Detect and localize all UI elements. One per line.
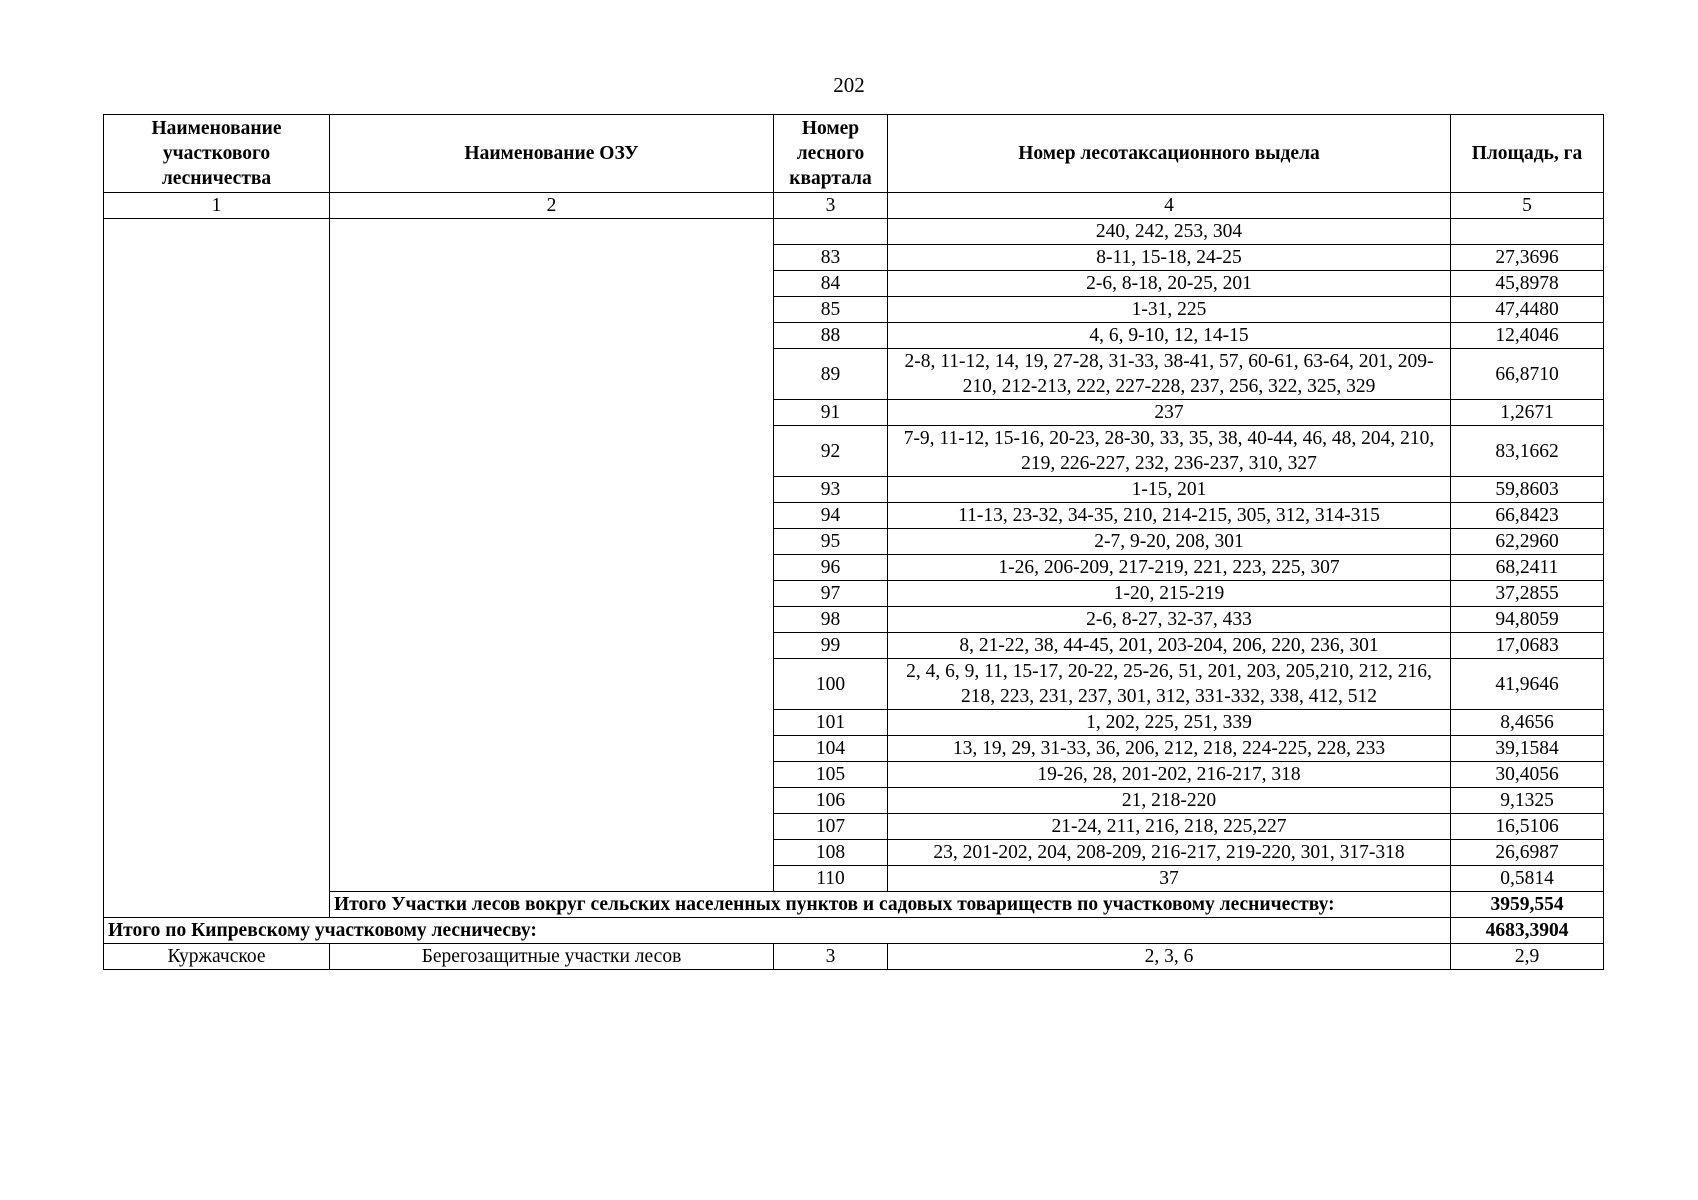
plots-cell: 2-6, 8-18, 20-25, 201 xyxy=(888,271,1451,297)
area-cell: 0,5814 xyxy=(1451,866,1604,892)
header-area: Площадь, га xyxy=(1451,115,1604,193)
quarter-cell: 107 xyxy=(774,814,888,840)
area-cell: 94,8059 xyxy=(1451,607,1604,633)
plots-cell: 237 xyxy=(888,400,1451,426)
quarter-cell: 104 xyxy=(774,736,888,762)
plots-cell: 13, 19, 29, 31-33, 36, 206, 212, 218, 224-225, 228, 233 xyxy=(888,736,1451,762)
plots-cell: 8-11, 15-18, 24-25 xyxy=(888,245,1451,271)
forestry-cell: Куржачское xyxy=(104,944,330,970)
plots-cell: 2-6, 8-27, 32-37, 433 xyxy=(888,607,1451,633)
plots-cell: 8, 21-22, 38, 44-45, 201, 203-204, 206, 220, 236, 301 xyxy=(888,633,1451,659)
quarter-cell: 97 xyxy=(774,581,888,607)
area-cell: 30,4056 xyxy=(1451,762,1604,788)
area-cell: 47,4480 xyxy=(1451,297,1604,323)
quarter-cell: 99 xyxy=(774,633,888,659)
subtotal-area: 3959,554 xyxy=(1451,892,1604,918)
forestry-cell-empty xyxy=(104,219,330,918)
area-cell: 66,8423 xyxy=(1451,503,1604,529)
area-cell: 59,8603 xyxy=(1451,477,1604,503)
plots-cell: 1-15, 201 xyxy=(888,477,1451,503)
header-ozu-name: Наименование ОЗУ xyxy=(330,115,774,193)
area-cell: 41,9646 xyxy=(1451,659,1604,710)
column-number-row xyxy=(104,193,1604,219)
quarter-cell: 108 xyxy=(774,840,888,866)
area-cell: 16,5106 xyxy=(1451,814,1604,840)
area-cell: 9,1325 xyxy=(1451,788,1604,814)
area-cell: 66,8710 xyxy=(1451,349,1604,400)
quarter-cell: 94 xyxy=(774,503,888,529)
total-area: 4683,3904 xyxy=(1451,918,1604,944)
table-body xyxy=(104,219,1604,970)
column-number: 4 xyxy=(888,193,1451,219)
header-forestry-name: Наименование участкового лесничества xyxy=(104,115,330,193)
plots-cell: 4, 6, 9-10, 12, 14-15 xyxy=(888,323,1451,349)
header-quarter-number: Номер лесного квартала xyxy=(774,115,888,193)
column-number: 2 xyxy=(330,193,774,219)
quarter-cell: 93 xyxy=(774,477,888,503)
plots-cell: 1-31, 225 xyxy=(888,297,1451,323)
area-cell: 37,2855 xyxy=(1451,581,1604,607)
plots-cell: 1-20, 215-219 xyxy=(888,581,1451,607)
forest-plots-table xyxy=(103,114,1604,970)
column-number: 1 xyxy=(104,193,330,219)
quarter-cell: 105 xyxy=(774,762,888,788)
quarter-cell: 98 xyxy=(774,607,888,633)
plots-cell: 21-24, 211, 216, 218, 225,227 xyxy=(888,814,1451,840)
quarter-cell: 101 xyxy=(774,710,888,736)
quarter-cell: 84 xyxy=(774,271,888,297)
quarter-cell: 85 xyxy=(774,297,888,323)
quarter-cell: 83 xyxy=(774,245,888,271)
plots-cell: 2, 3, 6 xyxy=(888,944,1451,970)
quarter-cell: 95 xyxy=(774,529,888,555)
total-row xyxy=(104,918,1604,944)
area-cell: 26,6987 xyxy=(1451,840,1604,866)
plots-cell: 21, 218-220 xyxy=(888,788,1451,814)
table-row xyxy=(104,219,1604,245)
area-cell: 68,2411 xyxy=(1451,555,1604,581)
area-cell: 12,4046 xyxy=(1451,323,1604,349)
area-cell: 83,1662 xyxy=(1451,426,1604,477)
quarter-cell: 89 xyxy=(774,349,888,400)
quarter-cell: 96 xyxy=(774,555,888,581)
column-number: 3 xyxy=(774,193,888,219)
area-cell: 27,3696 xyxy=(1451,245,1604,271)
area-cell: 17,0683 xyxy=(1451,633,1604,659)
plots-cell: 11-13, 23-32, 34-35, 210, 214-215, 305, 312, 314-315 xyxy=(888,503,1451,529)
table-row xyxy=(104,944,1604,970)
quarter-cell xyxy=(774,219,888,245)
quarter-cell: 92 xyxy=(774,426,888,477)
plots-cell: 1-26, 206-209, 217-219, 221, 223, 225, 307 xyxy=(888,555,1451,581)
quarter-cell: 100 xyxy=(774,659,888,710)
column-number: 5 xyxy=(1451,193,1604,219)
area-cell: 8,4656 xyxy=(1451,710,1604,736)
quarter-cell: 88 xyxy=(774,323,888,349)
area-cell: 45,8978 xyxy=(1451,271,1604,297)
plots-cell: 2-8, 11-12, 14, 19, 27-28, 31-33, 38-41, 57, 60-61, 63-64, 201, 209-210, 212-213, 222, 227-228, 237, 256, 322, 325, 329 xyxy=(888,349,1451,400)
total-label: Итого по Кипревскому участковому лесничесву: xyxy=(104,918,1451,944)
plots-cell: 240, 242, 253, 304 xyxy=(888,219,1451,245)
subtotal-label: Итого Участки лесов вокруг сельских населенных пунктов и садовых товариществ по участковому лесничеству: xyxy=(330,892,1451,918)
area-cell: 1,2671 xyxy=(1451,400,1604,426)
area-cell xyxy=(1451,219,1604,245)
area-cell: 39,1584 xyxy=(1451,736,1604,762)
quarter-cell: 106 xyxy=(774,788,888,814)
plots-cell: 7-9, 11-12, 15-16, 20-23, 28-30, 33, 35, 38, 40-44, 46, 48, 204, 210, 219, 226-227, 232, 236-237, 310, 327 xyxy=(888,426,1451,477)
plots-cell: 37 xyxy=(888,866,1451,892)
ozu-cell: Берегозащитные участки лесов xyxy=(330,944,774,970)
quarter-cell: 91 xyxy=(774,400,888,426)
header-plot-number: Номер лесотаксационного выдела xyxy=(888,115,1451,193)
plots-cell: 19-26, 28, 201-202, 216-217, 318 xyxy=(888,762,1451,788)
plots-cell: 23, 201-202, 204, 208-209, 216-217, 219-220, 301, 317-318 xyxy=(888,840,1451,866)
area-cell: 62,2960 xyxy=(1451,529,1604,555)
quarter-cell: 110 xyxy=(774,866,888,892)
table-header-row xyxy=(104,115,1604,193)
plots-cell: 2-7, 9-20, 208, 301 xyxy=(888,529,1451,555)
quarter-cell: 3 xyxy=(774,944,888,970)
ozu-cell-empty xyxy=(330,219,774,892)
plots-cell: 2, 4, 6, 9, 11, 15-17, 20-22, 25-26, 51, 201, 203, 205,210, 212, 216, 218, 223, 231, 237, 301, 312, 331-332, 338, 412, 512 xyxy=(888,659,1451,710)
page-number: 202 xyxy=(833,73,865,97)
area-cell: 2,9 xyxy=(1451,944,1604,970)
plots-cell: 1, 202, 225, 251, 339 xyxy=(888,710,1451,736)
